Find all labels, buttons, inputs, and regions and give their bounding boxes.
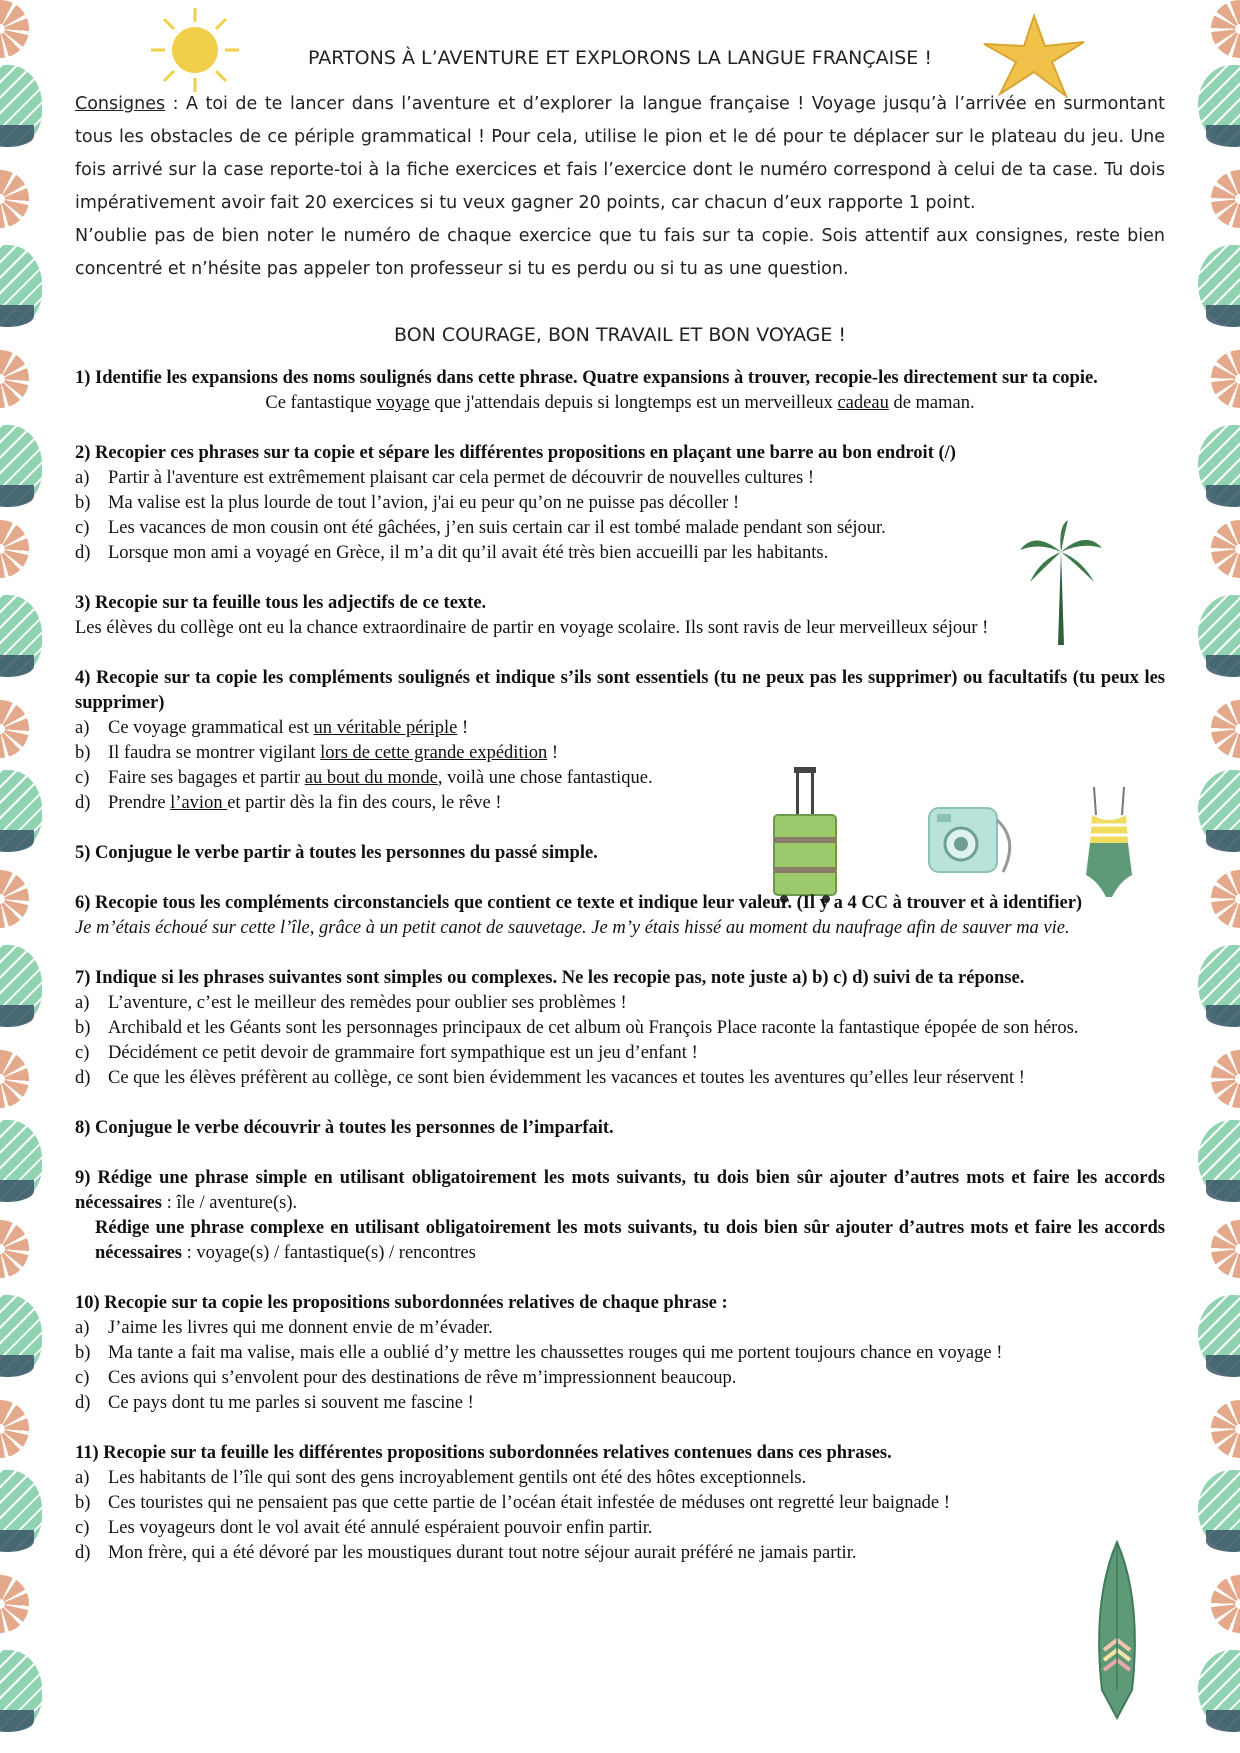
item-letter: d) xyxy=(75,1393,91,1413)
item-text: J’aime les livres qui me donnent envie de m’évader. xyxy=(108,1318,493,1338)
underlined-noun: voyage xyxy=(376,393,430,413)
right-border-decoration xyxy=(1170,0,1240,1753)
exercise-question-complex: Rédige une phrase complexe en utilisant obligatoirement les mots suivants, tu dois bien sûr ajouter d’autres mots et faire les accords nécessaires : voyage(s) / fantastique(s) / rencontres xyxy=(95,1218,1165,1263)
left-border-decoration xyxy=(0,0,70,1753)
list-item xyxy=(75,1366,1165,1391)
item-letter: a) xyxy=(75,1318,90,1338)
required-words: : île / aventure(s). xyxy=(162,1193,298,1213)
item-text: Ce que les élèves préfèrent au collège, ce sont bien évidemment les vacances et toutes les aventures qu’elles leur réservent ! xyxy=(108,1068,1025,1088)
leaf-icon xyxy=(1198,65,1240,147)
exercise-text: Les élèves du collège ont eu la chance extraordinaire de partir en voyage scolaire. Ils sont ravis de leur merveilleux séjour ! xyxy=(75,618,989,638)
list-item xyxy=(75,1391,1165,1416)
item-letter: b) xyxy=(75,1018,91,1038)
underlined-noun: cadeau xyxy=(837,393,889,413)
leaf-icon xyxy=(0,1120,42,1202)
item-letter: c) xyxy=(75,1368,90,1388)
list-item xyxy=(75,1041,1165,1066)
sentence-text: Ce fantastique xyxy=(265,393,377,413)
exercise-question: 10) Recopie sur ta copie les propositions subordonnées relatives de chaque phrase : xyxy=(75,1293,728,1313)
list-item xyxy=(75,1466,1165,1491)
list-item xyxy=(75,766,1165,791)
list-item xyxy=(75,1516,1165,1541)
item-letter: d) xyxy=(75,543,91,563)
exercise-5 xyxy=(75,841,1165,866)
worksheet xyxy=(75,40,1165,1566)
shell-icon xyxy=(0,1050,29,1108)
list-item xyxy=(75,1341,1165,1366)
item-text: Faire ses bagages et partir au bout du monde, voilà une chose fantastique. xyxy=(108,768,653,788)
item-letter: a) xyxy=(75,993,90,1013)
exercise-sentence xyxy=(75,391,1165,416)
instructions-text: : A toi de te lancer dans l’aventure et d’explorer la langue française ! Voyage jusqu’à l’arrivée en surmontant tous les obstacles de ce périple grammatical ! Pour cela, utilise le pion et le dé pour te déplacer sur le plateau du jeu. Une fois arrivé sur la case reporte-toi à la fiche exercices et fais l’exercice dont le numéro correspond à celui de ta case. Tu dois impérativement avoir fait 20 exercices si tu veux gagner 20 points, car chacun d’eux rapporte 1 point. xyxy=(75,94,1165,213)
exercise-2 xyxy=(75,441,1165,566)
instructions xyxy=(75,88,1165,286)
page-title: PARTONS À L’AVENTURE ET EXPLORONS LA LANGUE FRANÇAISE ! xyxy=(308,47,932,69)
leaf-icon xyxy=(1198,425,1240,507)
item-letter: b) xyxy=(75,1343,91,1363)
item-text: Ma tante a fait ma valise, mais elle a oublié d’y mettre les chaussettes rouges qui me portent toujours chance en voyage ! xyxy=(108,1343,1003,1363)
item-text: Archibald et les Géants sont les personnages principaux de cet album où François Place raconte la fantastique épopée de son héros. xyxy=(108,1018,1079,1038)
leaf-icon xyxy=(1198,945,1240,1027)
exercise-1 xyxy=(75,366,1165,416)
item-letter: b) xyxy=(75,743,91,763)
good-luck-banner: BON COURAGE, BON TRAVAIL ET BON VOYAGE ! xyxy=(394,324,846,346)
leaf-icon xyxy=(0,1650,42,1732)
item-text: L’aventure, c’est le meilleur des remèdes pour oublier ses problèmes ! xyxy=(108,993,627,1013)
exercise-question: 1) Identifie les expansions des noms soulignés dans cette phrase. Quatre expansions à trouver, recopie-les directement sur ta copie. xyxy=(75,368,1098,388)
leaf-icon xyxy=(0,1470,42,1552)
leaf-icon xyxy=(0,595,42,677)
exercise-question: 4) Recopie sur ta copie les compléments soulignés et indique s’ils sont essentiels (tu ne peux pas les supprimer) ou facultatifs (tu peux les supprimer) xyxy=(75,668,1165,713)
shell-icon xyxy=(1211,1575,1240,1633)
item-letter: c) xyxy=(75,768,90,788)
item-text: Ma valise est la plus lourde de tout l’avion, j'ai eu peur qu’on ne puisse pas décoller ! xyxy=(108,493,740,513)
leaf-icon xyxy=(1198,1650,1240,1732)
leaf-icon xyxy=(0,1295,42,1377)
instructions-text-2: N’oublie pas de bien noter le numéro de chaque exercice que tu fais sur ta copie. Sois attentif aux consignes, reste bien concentré et n’hésite pas appeler ton professeur si tu es perdu ou si tu as une question. xyxy=(75,226,1165,279)
exercise-question: 7) Indique si les phrases suivantes sont simples ou complexes. Ne les recopie pas, note juste a) b) c) d) suivi de ta réponse. xyxy=(75,968,1025,988)
item-text: Partir à l'aventure est extrêmement plaisant car cela permet de découvrir de nouvelles cultures ! xyxy=(108,468,815,488)
leaf-icon xyxy=(1198,1470,1240,1552)
exercise-10 xyxy=(75,1291,1165,1416)
shell-icon xyxy=(1211,170,1240,228)
list-item xyxy=(75,741,1165,766)
list-item xyxy=(75,1066,1165,1091)
surfboard-icon xyxy=(1092,1540,1142,1720)
exercise-3 xyxy=(75,591,1165,641)
item-text: Les vacances de mon cousin ont été gâchées, j’en suis certain car il est tombé malade pendant son séjour. xyxy=(108,518,886,538)
leaf-icon xyxy=(0,65,42,147)
exercise-question: 5) Conjugue le verbe partir à toutes les personnes du passé simple. xyxy=(75,843,598,863)
list-item xyxy=(75,1541,1165,1566)
exercise-question: 3) Recopie sur ta feuille tous les adjectifs de ce texte. xyxy=(75,593,487,613)
sentence-text: que j'attendais depuis si longtemps est un merveilleux xyxy=(429,393,838,413)
list-item xyxy=(75,541,1165,566)
leaf-icon xyxy=(1198,245,1240,327)
item-letter: c) xyxy=(75,518,90,538)
exercise-question-simple: 9) Rédige une phrase simple en utilisant obligatoirement les mots suivants, tu dois bien sûr ajouter d’autres mots et faire les accords nécessaires : île / aventure(s). xyxy=(75,1168,1165,1213)
leaf-icon xyxy=(1198,1120,1240,1202)
underlined-complement: l’avion xyxy=(170,793,228,813)
item-text: Ce voyage grammatical est un véritable périple ! xyxy=(108,718,469,738)
shell-icon xyxy=(0,170,29,228)
item-text: Lorsque mon ami a voyagé en Grèce, il m’a dit qu’il avait été très bien accueilli par les habitants. xyxy=(108,543,829,563)
list-item xyxy=(75,991,1165,1016)
shell-icon xyxy=(0,1220,29,1278)
list-item xyxy=(75,516,1165,541)
underlined-complement: lors de cette grande expédition xyxy=(320,743,548,763)
shell-icon xyxy=(0,870,29,928)
exercise-11 xyxy=(75,1441,1165,1566)
leaf-icon xyxy=(1198,770,1240,852)
exercise-question: 6) Recopie tous les compléments circonstanciels que contient ce texte et indique leur valeur. (Il y a 4 CC à trouver et à identifier) xyxy=(75,893,1083,913)
shell-icon xyxy=(1211,1220,1240,1278)
leaf-icon xyxy=(0,425,42,507)
exercise-9 xyxy=(75,1166,1165,1266)
item-text: Il faudra se montrer vigilant lors de cette grande expédition ! xyxy=(108,743,559,763)
leaf-icon xyxy=(1198,1295,1240,1377)
item-text: Les voyageurs dont le vol avait été annulé espéraient pouvoir enfin partir. xyxy=(108,1518,653,1538)
item-letter: a) xyxy=(75,1468,90,1488)
shell-icon xyxy=(0,0,29,58)
item-text: Ces avions qui s’envolent pour des destinations de rêve m’impressionnent beaucoup. xyxy=(108,1368,737,1388)
shell-icon xyxy=(1211,350,1240,408)
leaf-icon xyxy=(1198,595,1240,677)
item-letter: b) xyxy=(75,493,91,513)
underlined-complement: au bout du monde xyxy=(304,768,438,788)
leaf-icon xyxy=(0,770,42,852)
instructions-label: Consignes xyxy=(75,94,166,114)
list-item xyxy=(75,491,1165,516)
item-letter: d) xyxy=(75,1068,91,1088)
list-item xyxy=(75,791,1165,816)
shell-icon xyxy=(0,520,29,578)
exercise-question: 2) Recopier ces phrases sur ta copie et sépare les différentes propositions en plaçant une barre au bon endroit (/) xyxy=(75,443,956,463)
list-item xyxy=(75,716,1165,741)
list-item xyxy=(75,1316,1165,1341)
item-letter: d) xyxy=(75,1543,91,1563)
shell-icon xyxy=(1211,0,1240,58)
leaf-icon xyxy=(0,945,42,1027)
exercise-question: 11) Recopie sur ta feuille les différentes propositions subordonnées relatives contenues dans ces phrases. xyxy=(75,1443,892,1463)
shell-icon xyxy=(1211,700,1240,758)
item-letter: a) xyxy=(75,468,90,488)
exercise-6 xyxy=(75,891,1165,941)
list-item xyxy=(75,1016,1165,1041)
item-text: Ces touristes qui ne pensaient pas que cette partie de l’océan était infestée de méduses ont regretté leur baignade ! xyxy=(108,1493,950,1513)
list-item xyxy=(75,466,1165,491)
shell-icon xyxy=(0,350,29,408)
shell-icon xyxy=(1211,520,1240,578)
shell-icon xyxy=(1211,1400,1240,1458)
exercise-8 xyxy=(75,1116,1165,1141)
shell-icon xyxy=(0,1400,29,1458)
item-text: Les habitants de l’île qui sont des gens incroyablement gentils ont été des hôtes exceptionnels. xyxy=(108,1468,807,1488)
item-letter: b) xyxy=(75,1493,91,1513)
item-text: Mon frère, qui a été dévoré par les moustiques durant tout notre séjour aurait préféré ne jamais partir. xyxy=(108,1543,857,1563)
item-letter: d) xyxy=(75,793,91,813)
item-letter: c) xyxy=(75,1043,90,1063)
required-words: : voyage(s) / fantastique(s) / rencontres xyxy=(182,1243,476,1263)
shell-icon xyxy=(0,1575,29,1633)
exercise-text: Je m’étais échoué sur cette l’île, grâce à un petit canot de sauvetage. Je m’y étais hissé au moment du naufrage afin de sauver ma vie. xyxy=(75,918,1070,938)
item-letter: a) xyxy=(75,718,90,738)
item-text: Décidément ce petit devoir de grammaire fort sympathique est un jeu d’enfant ! xyxy=(108,1043,698,1063)
shell-icon xyxy=(0,700,29,758)
shell-icon xyxy=(1211,870,1240,928)
sentence-text: de maman. xyxy=(888,393,975,413)
underlined-complement: un véritable périple xyxy=(313,718,458,738)
item-text: Prendre l’avion et partir dès la fin des cours, le rêve ! xyxy=(108,793,502,813)
leaf-icon xyxy=(0,245,42,327)
shell-icon xyxy=(1211,1050,1240,1108)
exercise-question: 8) Conjugue le verbe découvrir à toutes les personnes de l’imparfait. xyxy=(75,1118,614,1138)
item-text: Ce pays dont tu me parles si souvent me fascine ! xyxy=(108,1393,474,1413)
list-item xyxy=(75,1491,1165,1516)
exercise-7 xyxy=(75,966,1165,1091)
exercise-4 xyxy=(75,666,1165,816)
item-letter: c) xyxy=(75,1518,90,1538)
